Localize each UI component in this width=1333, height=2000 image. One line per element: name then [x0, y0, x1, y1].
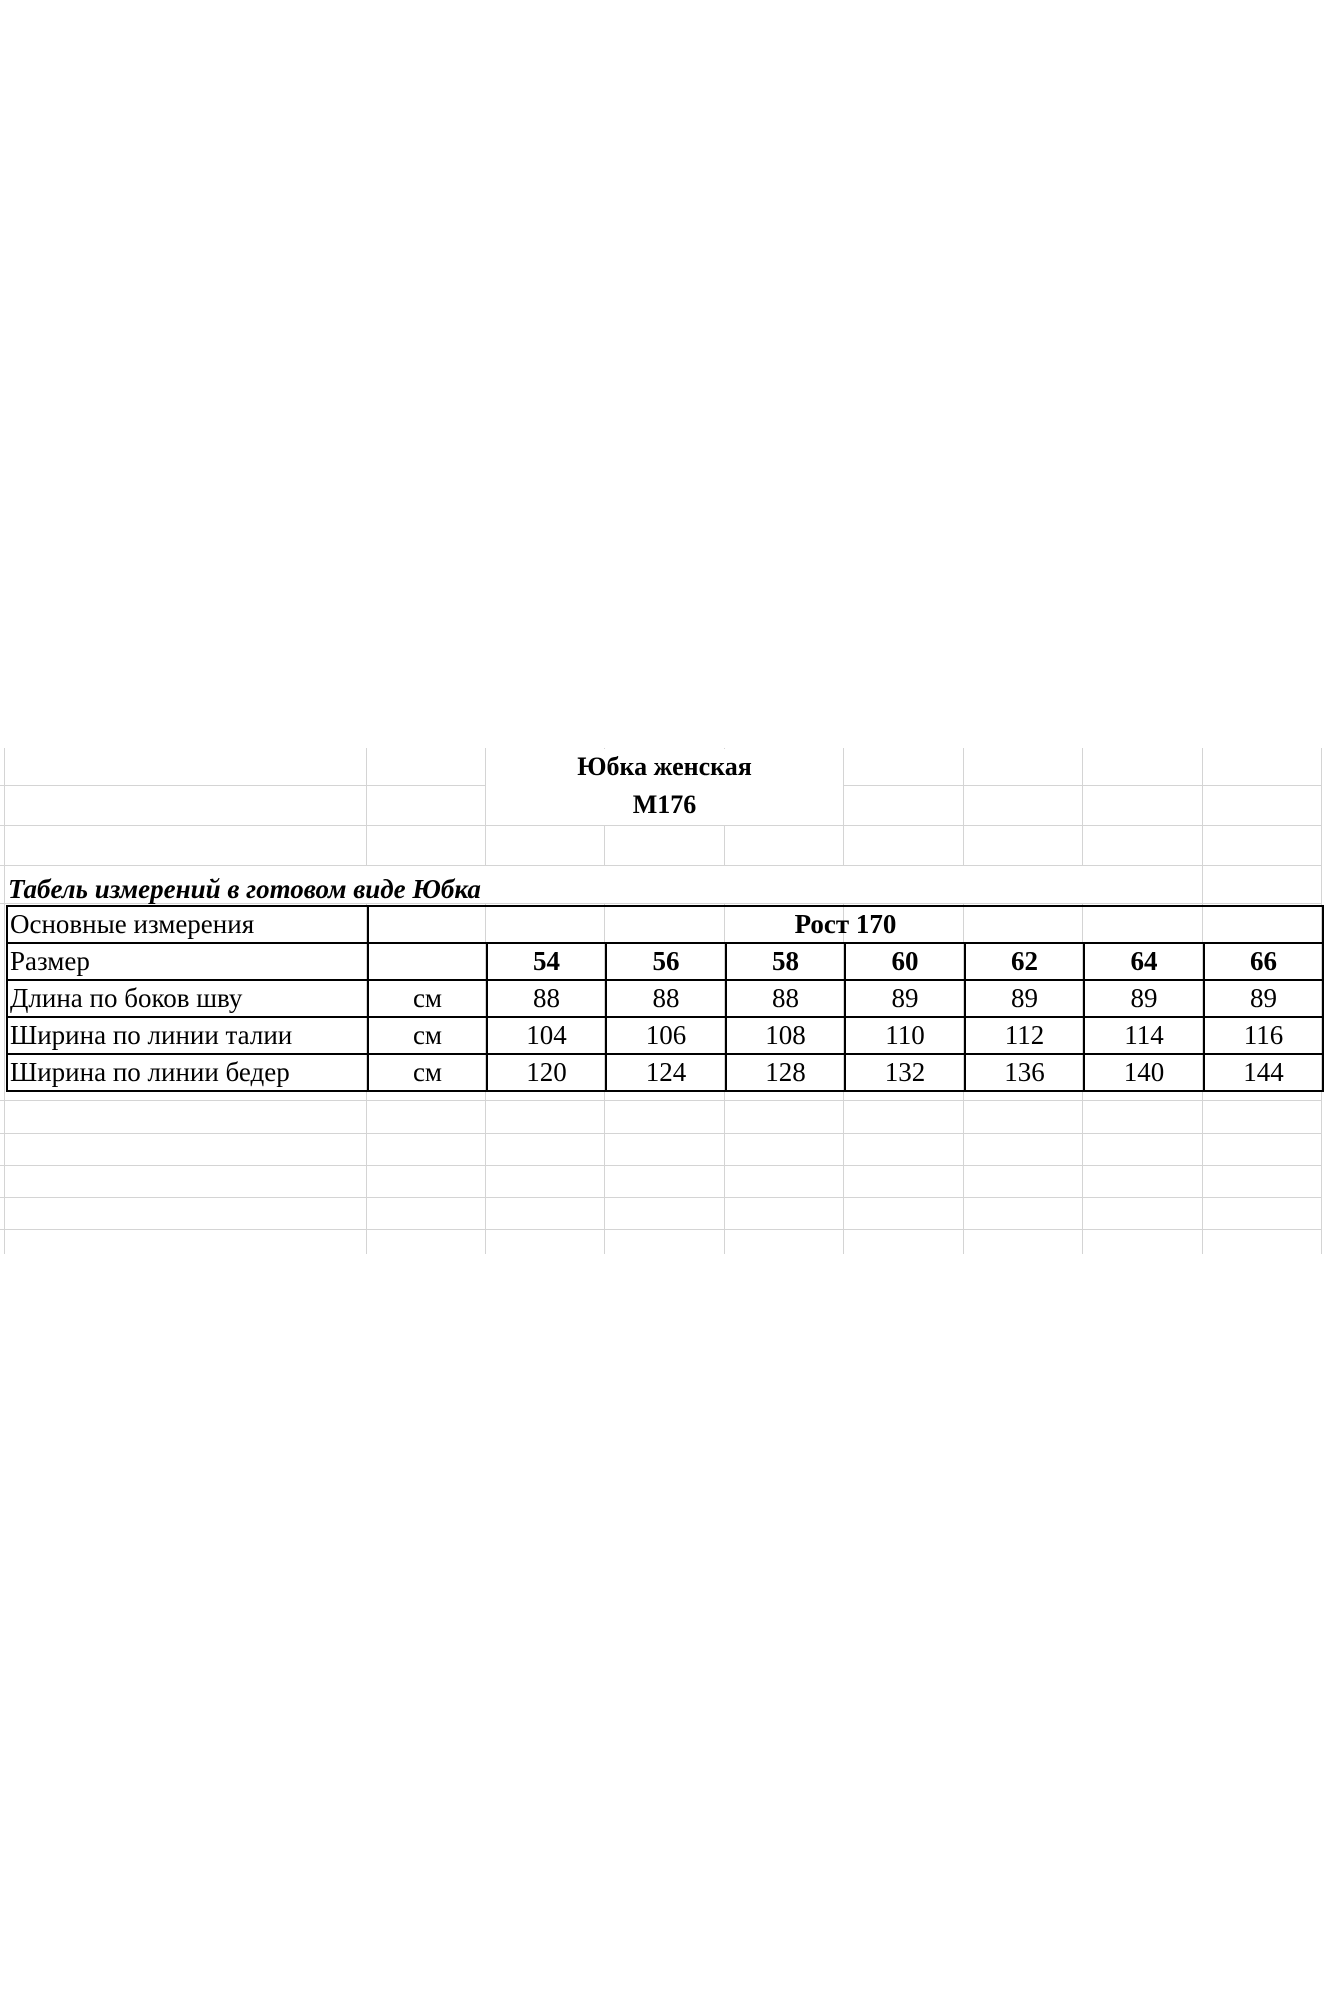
model-code: М176: [632, 790, 697, 819]
value-cell: 132: [845, 1054, 965, 1091]
header-label: Основные измерения: [7, 906, 368, 943]
grid-line: [0, 1133, 1322, 1134]
size-cell: 54: [487, 943, 606, 980]
unit-cell: см: [368, 1054, 487, 1091]
document-title: Юбка женская: [577, 752, 752, 781]
grid-line: [0, 1100, 1322, 1101]
size-cell: 62: [965, 943, 1084, 980]
height-label: Рост 170: [368, 906, 1323, 943]
value-cell: 136: [965, 1054, 1084, 1091]
value-cell: 89: [1084, 980, 1204, 1017]
value-cell: 112: [965, 1017, 1084, 1054]
size-row: [7, 943, 1323, 980]
row-label: Длина по боков шву: [7, 980, 368, 1017]
value-cell: 110: [845, 1017, 965, 1054]
grid-line: [0, 1229, 1322, 1230]
row-label: Ширина по линии талии: [7, 1017, 368, 1054]
size-label: Размер: [7, 943, 368, 980]
value-cell: 104: [487, 1017, 606, 1054]
value-cell: 89: [845, 980, 965, 1017]
table-row: [7, 1017, 1323, 1054]
value-cell: 128: [726, 1054, 845, 1091]
unit-cell: см: [368, 980, 487, 1017]
unit-cell: см: [368, 1017, 487, 1054]
value-cell: 88: [606, 980, 726, 1017]
size-cell: 60: [845, 943, 965, 980]
value-cell: 116: [1204, 1017, 1323, 1054]
grid-line: [4, 748, 5, 1254]
size-cell: 58: [726, 943, 845, 980]
grid-line: [0, 825, 1322, 826]
value-cell: 140: [1084, 1054, 1204, 1091]
value-cell: 108: [726, 1017, 845, 1054]
value-cell: 120: [487, 1054, 606, 1091]
table-subtitle: Табель измерений в готовом виде Юбка: [8, 874, 481, 904]
grid-line: [0, 1197, 1322, 1198]
size-cell: 56: [606, 943, 726, 980]
value-cell: 89: [965, 980, 1084, 1017]
row-label: Ширина по линии бедер: [7, 1054, 368, 1091]
value-cell: 124: [606, 1054, 726, 1091]
table-row: [7, 980, 1323, 1017]
size-cell: 64: [1084, 943, 1204, 980]
spreadsheet: [0, 748, 1333, 1254]
table-header-row: [7, 906, 1323, 943]
value-cell: 89: [1204, 980, 1323, 1017]
value-cell: 144: [1204, 1054, 1323, 1091]
value-cell: 88: [726, 980, 845, 1017]
measurement-table: [6, 905, 1324, 1092]
grid-line: [0, 1165, 1322, 1166]
value-cell: 114: [1084, 1017, 1204, 1054]
table-row: [7, 1054, 1323, 1091]
value-cell: 106: [606, 1017, 726, 1054]
empty-cell: [368, 943, 487, 980]
size-cell: 66: [1204, 943, 1323, 980]
value-cell: 88: [487, 980, 606, 1017]
